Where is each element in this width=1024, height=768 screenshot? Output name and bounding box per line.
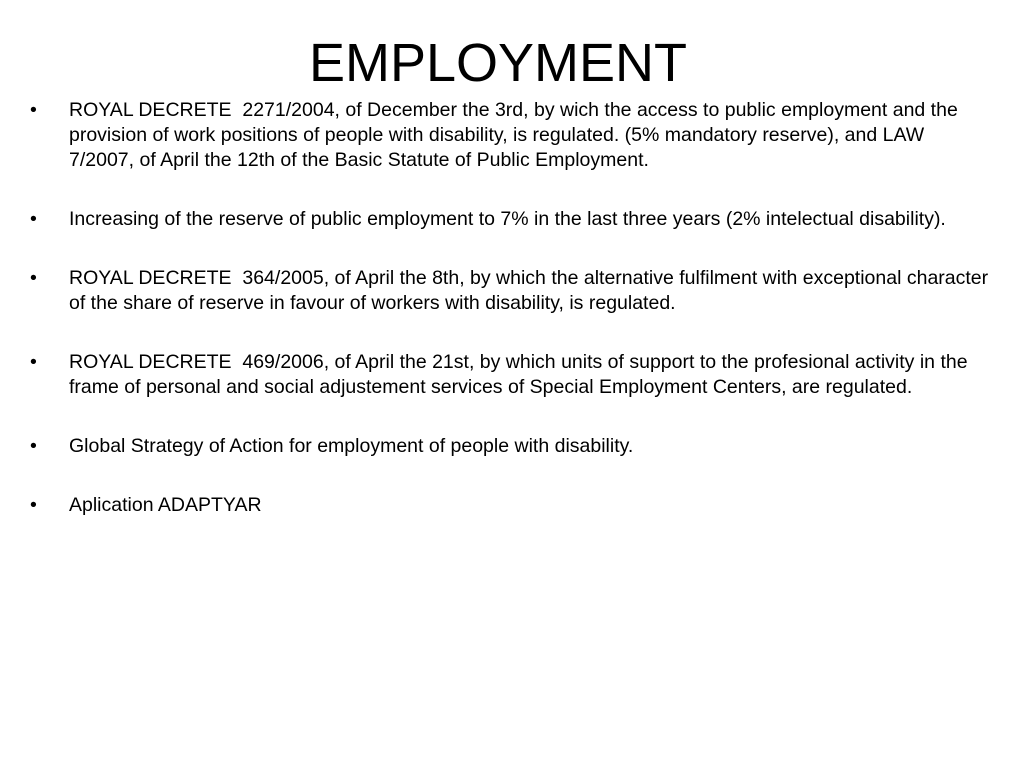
bullet-dot-icon: •: [30, 435, 37, 457]
bullet-dot-icon: •: [30, 99, 37, 121]
bullet-text: ROYAL DECRETE 364/2005, of April the 8th, by which the alternative fulfilment with exceptional character of the share of reserve in favour of workers with disability, is regulated.: [69, 267, 994, 314]
bullet-item: [30, 350, 990, 400]
bullet-text: Global Strategy of Action for employment of people with disability.: [69, 435, 634, 457]
bullet-text: Increasing of the reserve of public employment to 7% in the last three years (2% intelectual disability).: [69, 208, 946, 230]
bullet-list: [30, 98, 994, 518]
bullet-item: [30, 434, 990, 459]
bullet-item: [30, 266, 994, 316]
bullet-dot-icon: •: [30, 208, 37, 230]
bullet-text: ROYAL DECRETE 2271/2004, of December the 3rd, by wich the access to public employment and the provision of work positions of people with disability, is regulated. (5% mandatory reserve), and LAW 7/2007, of April the 12th of the Basic Statute of Public Employment.: [69, 99, 964, 171]
bullet-dot-icon: •: [30, 494, 37, 516]
bullet-dot-icon: •: [30, 351, 37, 373]
bullet-item: [30, 493, 990, 518]
bullet-item: [30, 98, 990, 173]
slide-title: EMPLOYMENT: [308, 33, 688, 93]
bullet-text: ROYAL DECRETE 469/2006, of April the 21st, by which units of support to the profesional activity in the frame of personal and social adjustement services of Special Employment Centers, are regulated.: [69, 351, 973, 398]
bullet-dot-icon: •: [30, 267, 37, 289]
bullet-item: [30, 207, 990, 232]
bullet-text: Aplication ADAPTYAR: [69, 494, 262, 516]
